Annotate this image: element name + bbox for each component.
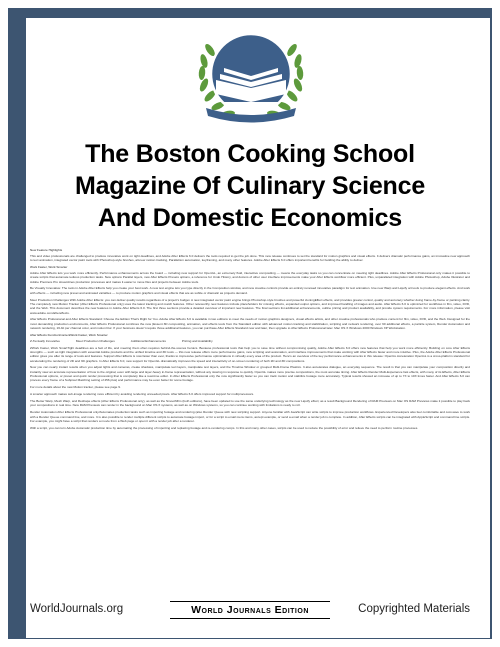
paragraph: Now you can nearly instant results when you adjust lights and cameras, create shadows, manipulate text layers, manipulate text layers, and the Timeline Window or grouped Multi-Frame Plastics. It also accelerates dialogue, an everyday sequence. The result is that you can manipulate your composition directly and instantly view an accurate representation of how to the original, even with large and layer-heavy in-frame representation, without any slowing in response to quickly. OpenGL makes more precise compositions, the most accurate timing. After Effects Render Multi-Experience fast effects, with many of its Effects, After Effects Professional options, or preset and quick render processing that is completely like a real-time editor. In After Effects Professional only the now significantly faster so you can track motion and stabilize footage more accurately. Typical results showed an increase of up to 7X to 10X times faster. And After Effects 6.0 can process every frame of a Subpixel Matching setting of 256 plus) and performance may be even better for some footage. [30, 365, 470, 383]
paragraph: The Better Warp, Mesh Warp, and Reshape effects (After Effects Professional only), as well as the Smoothfilm (both editions), have been updated to use the same underlying technology as the new Liquify effect; as a result Background Rendering of RAM Previews on Mac OS RAM Previews make it possible to play back your compositions in real time. New RAM Previews can render in the background on Mac OS X systems, as well as on Windows systems, so you can continue working with limitations is ready to roll. [30, 399, 470, 408]
feature-list [30, 339, 470, 343]
footer-copyright: Copyrighted Materials [358, 603, 470, 615]
book-title-line: And Domestic Economics [98, 204, 402, 232]
book-emblem-icon [186, 22, 316, 130]
section-heading: After Effects FunctionContentWork Faster, Work Smarter [30, 332, 108, 337]
paragraph: Render Automation After Effects Professional only/Automates production tasks such as importing footage and rendering (also Render Queue with new scripting support. Anyone familiar with JavaScript can write scripts to improve production workflows. Experienced Developers also feel comfortable and cost-save to work with a Render Queue command line, and more. It is also possible to render multiple different scripts to automate footage import, or for a script to email menu items, accept example, or send a email when a render job is complete. In addition, After Effects scripts can be integrated with AppleScript and command line scripts. For example, you might have a script that renders a movie from a Web page or open it with a render job after a renderer. [30, 410, 470, 423]
book-title-line: The Boston Cooking School [85, 140, 415, 168]
paragraph: After Effects Professional and After Effects Standard: Choose the Edition That's Right for You. Adobe After Effects 6.0 is available in two editions to meet the needs of motion graphics designers, visual effects artists, and other creative professionals who produce content for film, video, DVD, and the Web. Designed for the most demanding production environments, After Effects Professional combines the new (Essent 3D compositing, animation, and effects tools from the Standard edition with advanced motion tracking and stabilization, scripting and network rendering, over 90 additional effects, a particle system, Render Automation and network rendering, 16-bit per channel color, and motion blur. If your business doesn't require those additional features, you can purchase After Effects Standard now and later, then upgrade to After Effects Professional later. Mac OS X Windows 2000 Windows XP Workstation. [30, 317, 470, 331]
paragraph: Meet Production Challenges With Adobe After Effects: you can deliver quality results regardless of a project's budget. A new integrated vector paint engine brings Photoshop-style brushes and powerful cloningEffect effects, and provides greater control, quality and accuracy whether doing frame-by-frame or painting clarity. The completely new Motion Tracker (After Effects Professional only) uses the latest tracking and match features. Other noteworthy new features include placeholders for missing effects, expanded output options, and improved handling of images and audio. After Effects 6.0 is optimized for workflows in film, video, DVD, and the Web. This document describes the new features in Adobe After Effects 6.0. The first three sections provide a detailed overview of important new features. The final sections list additional enhancements, outline pricing and product availability, and provide system requirements. For more information, please visit www.adobe.com/aftereffects. [30, 297, 470, 315]
footer-edition-label: World Journals Edition [170, 601, 330, 619]
feature-item: Z-Textually Innovative [30, 338, 60, 343]
footer-website: WorldJournals.org [30, 603, 124, 615]
feature-item: Pricing and Availability [181, 338, 213, 343]
feature-item: Meet Production Challenges [75, 338, 115, 343]
paragraph: ZWork Faster, Work SmartTight deadlines are a fact of life, and meeting them often requires behind-the-scenes heroics. Because professional tools that help you to save time without compromising quality, Adobe After Effects 6.0 offers new features that help you work more efficiently. Building on core After Effects strengths — such as tight integration with essential Adobe products and the unified timeline and 3D tools — this new release offers more performance gains, new scripting and automation, and interface improvements that make working with After Effects faster and more intuitive. Plus, the Adobe After Effects Professional edition gives you after its range of tools and features. Support After Effects is now faster than ever, thanks to impressive performance optimizations in virtually every area of the product. Here's an overview of the key performance enhancements in this release: OpenGL Acceleration OpenGL is a cross-platform standard for accelerating the rendering of 2D and 3D graphics. In After Effects 6.0, new support for OpenGL dramatically improves the speed and interactivity of on-screen rendering of both 2D and 3D compositions. [30, 345, 470, 363]
paragraph: Adobe After Effects lets you work more efficiently. Performance enhancements across the board — including new support for OpenGL, an extremely fluid, interactive compositing — means the everyday tasks so you can concentrate on meeting tight deadlines. Adobe After Effects Professional only makes it possible to create scripts that automate tedious production tasks. New options Parallel layers, new After Effects Presets options, a reference for Undo History, and dozens of other user interface improvements make your After Effects workflow more efficient. Plus, unparalleled integration with Adobe Photoshop, Adobe Illustrator and Adobe Premiere Pro streamlines production processes and makes it easier to move files and projects between Adobe tools. [30, 270, 470, 284]
paragraph: Be Visually Innovative: The tools in Adobe After Effects help you create your best work. A new text engine lets you type directly in the Composition window, and new creative controls provide an entirely renewed innovative paradigm for text animation. Use new Warp and Liquify art tools to produce elegant effects. And work with effects — including new preset and animated variables — to produce motion graphics and visual effects that are as subtle or dramatic as projects demand. [30, 286, 470, 295]
section-heading: New Feature Highlights [30, 248, 63, 252]
paragraph: A smarter approach makes sub-image rendering more efficient by avoiding rendering unneeded pixels. After Effects 6.0 offers improved support for multiprocessors. [30, 392, 255, 397]
paragraph: With a script, you can turn Adobe Automatic production time by automating the processing of importing and replacing footage and re-rendering comps. In this and many other cases, scripts can be used to reduce the possibility of error and relieve the need to perform routine processes. [30, 425, 419, 430]
feature-item: Additional Enhancements [130, 338, 166, 343]
page-footer [0, 600, 500, 624]
paragraph: This and video professionals are challenged to produce innovative work on tight deadlines, and Adobe After Effects 6.0 delivers the tools required to get the job done. This new release continues to set the standard for motion graphics and visual effects. It delivers dramatic performance gains, an innovative new approach to text animation, integrated vector paint tools with Photoshop-style brushes, all-new motion tracking, Parallelism automation, keyframing, and many other features. Adobe After Effects 6.0 offers important benefits for building the ability to deliver. [30, 253, 470, 263]
paragraph: For more details about the new Motion tracker, please see page 9. [30, 385, 121, 390]
section-heading: Work Faster, Work Smarter [30, 265, 68, 270]
description-text [30, 248, 470, 433]
book-title-line: Magazine Of Culinary Science [74, 172, 426, 200]
book-title [20, 138, 480, 234]
